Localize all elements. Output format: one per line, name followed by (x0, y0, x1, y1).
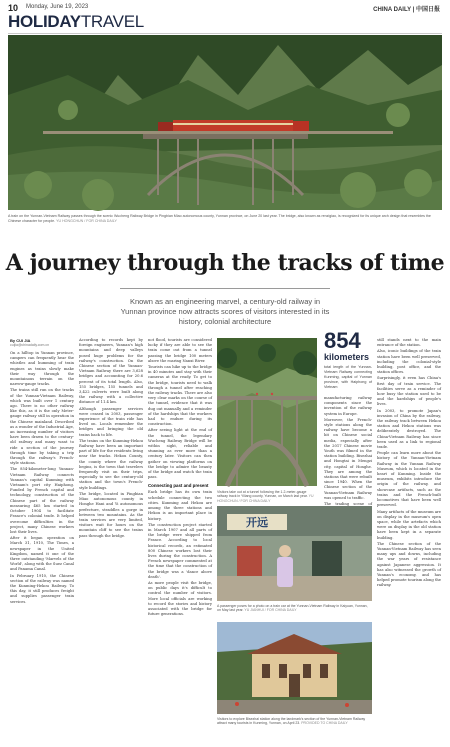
byline-email: cuijia@chinadaily.com.cn (10, 343, 50, 347)
paragraph: still stands next to the main entrance of the station. (377, 338, 441, 348)
paragraph: On a hilltop in Yunnan province, campers can frequently hear the whistles and humming of train engines as trains slowly make their way through the mountainous terrain on the narrow-gauge tracks. (10, 351, 74, 387)
page-number: 10 (8, 3, 19, 13)
building-photo-illustration (217, 622, 372, 714)
article-deck: Known as an engineering marvel, a century-old railway in Yunnan province now attracts scores of visitors interested in its history, colonial architecture (120, 297, 330, 326)
article-column-6 (377, 338, 441, 738)
paragraph: As more people visit the bridge, on public days it's difficult to control the number of visitors. More local officials are working to record the stories and history associated with the bridge for future generations. (148, 580, 212, 617)
headline-rule (120, 288, 330, 289)
paragraph: After it began operation on March 31, 1910, The Times, a newspaper in the United Kingdom, named it one of the three outstanding 'Marvels of the World', along with the Suez Canal and Panama Canal. (10, 536, 74, 572)
paragraph: Tourists can hike up to the bridge in 40 minutes and stay with their cameras at the ready. To get to the bridge, tourists need to walk through a tunnel after reaching the railway tracks. There are also very clear marks on the course of the tunnel, evidence that it was dug out manually and a reminder of the hardships that the workers had to endure during its construction. (148, 365, 212, 427)
paragraph: People can learn more about the history of the Yunnan-Vietnam Railway in the Yunnan Railway Museum, which is located in the heart of Kunming. Inside the museum, exhibits introduce the origin of the railway, and showcase artifacts, such as the trains and the French-built locomotives that have been well preserved. (377, 451, 441, 508)
article-column-1 (10, 338, 74, 738)
bridge-photo-illustration (217, 338, 317, 486)
paragraph: Moreover, the French-style stations along the railway have become a hit on Chinese social media, especially after the 2017 Chinese movie Youth was filmed in the station building. Bisezhai and Hongtai in Mengzi city, capital of Honghe. They are among the stations that were rebuilt since 1940. When the Chinese section of the Yunnan-Vietnam Railway was opened to traffic. (324, 417, 372, 500)
article-column-3 (148, 338, 212, 738)
subhead: Connecting past and present (148, 483, 209, 489)
paragraph: According to records kept by foreign engineers, Yunnan's high mountains and deep valleys posed huge problems for the railway's construction. On the Chinese section of the Yunnan-Vietnam Railway there are 3,628 bridges and accounting for 20.6 percent of its total length. Also, 155 bridges, 155 tunnels and 3,422 culverts were built along the railway with a collective distance of 11.4 km. (79, 338, 143, 405)
paragraph: The trading scene of (324, 502, 372, 507)
bridge-photo-caption: Visitors take out at a tunnel following the 1.2-meter-gauge railway track in Yiliang county, Yunnan, on March last year. YU HONGCHUN / FOR CHINA DAILY (217, 490, 314, 503)
article-headline: A journey through the tracks of time (5, 250, 445, 276)
section-title: HOLIDAYTRAVEL (8, 12, 144, 31)
hero-caption: A train on the Yunnan-Vietnam Railway passes through the scenic Wucheng Railway Bridge in Pingbian Miao autonomous county, Yunnan province, on June 20 last year. The bridge, also known as renzigiao, is recognized for its unique arch design that resembles the Chinese character for people. YU HONGCHUN / FOR CHINA DAILY (8, 214, 431, 223)
building-photo (217, 622, 372, 714)
hero-photo (8, 35, 442, 210)
paragraph: The 854-kilometer-long Yunnan-Vietnam Railway connects Yunnan's capital Kunming with Vietnam's port city Haiphong. Funded by French capital and technology, construction of the Chinese part of the railway measuring 465 km started in October 1904 to facilitate France's colonial trade. It helped overcome difficulties in the project, many Chinese workers lost their lives. (10, 467, 74, 534)
paragraph: Surprisingly, it even has China's first day of train service. The facilities serve as a reminder of how busy the station used to be and the hardships of people's lives. (377, 376, 441, 407)
station-photo-illustration (217, 506, 372, 601)
header-rule (8, 33, 442, 34)
newspaper-brand: CHINA DAILY | 中国日报 (373, 7, 440, 13)
hero-photo-illustration (8, 35, 442, 210)
paragraph: After seeing light at the end of the tunnel, the legendary Wucheng Railway Bridge will be within sight, reliable and stunning as ever more than a century later. Visitors can then gather on viewing platforms on the bridge to admire the beauty of the bridge and watch the train pass. (148, 428, 212, 480)
paragraph: Although passenger services were ceased in 2003, passenger experience of the train ride has lived on. Locals remember the bridges and bringing the old trains back to life. (79, 406, 143, 437)
paragraph: In February 1910, the Chinese section of the railway was named the Kunming-Hekou Railway. To this day, it still produces freight and supplies passenger train services. (10, 573, 74, 604)
article-column-2 (79, 338, 143, 738)
paragraph: Also, iconic buildings of the train station have been well preserved, including the colonial-style building, post office, and the station offices. (377, 349, 441, 375)
stat-unit: kilometers (324, 352, 370, 362)
paragraph: The bridge, located in Pingbian Miao autonomous county in Honghe Hani and Yi autonomous prefecture, straddles a gorge in between two mountains. As the train services are very limited, visitors wait for hours on the mountain cliff to see the trains pass through the bridge. (79, 491, 143, 538)
byline: By CUI JIA (10, 338, 31, 343)
station-sign-text: 开远 (246, 516, 268, 529)
paragraph: The trains on the Kunming-Hekou Railway have been an important part of life for the residents living near the tracks. Hekou County, the county where the railway begins, is the town that travelers frequently visit on their trips, especially to see the century-old station and the town's French-style buildings. (79, 438, 143, 490)
stat-note: total length of the Yunnan-Vietnam Railway connecting Kunming, capital of Yunnan province, with Haiphong of Vietnam (324, 365, 372, 389)
paragraph: Each bridge has its own train schedule connecting the two cities. Kunming and Hekou are among the three stations and Hekou is an important place in history. (148, 490, 212, 521)
paragraph: The trains still run on the tracks of the Yunnan-Vietnam Railway, which was built over 1 century ago. There is no other railway like this, as it is the only Meter-gauge railway still in operation in the Chinese mainland. Described as a wonder of the Industrial Age, an increasing number of visitors have been drawn to the century-old railway and many want to ride a section of the journey through time by taking a trip through the railway's French-style stations. (10, 388, 74, 466)
paragraph: The construction project started in March 1907 and all parts of the bridge were shipped from France. According to local historical records, an estimated 800 Chinese workers lost their lives during the construction. A French newspaper commented at the time that the construction of the bridge was a 'dance above death'. (148, 522, 212, 579)
paragraph: manufacturing railway components since the invention of the railway system in Europe. (324, 396, 372, 416)
building-photo-caption: Visitors to explore Bisezhai station along the landmark's section of the Yunnan-Vietnam Railway attract many tourists in Kunming, Yunnan, on April 23. PROVIDED TO CHINA DAILY (217, 717, 366, 726)
paragraph: In 2003, to promote Japan's invasion of China by the railway, the railway track between Hekou station and Hekou stations was deliberately destroyed. The China-Vietnam Railway has since been used as a link to regional trade. (377, 408, 441, 450)
article-column-4 (324, 330, 372, 530)
paragraph: Many artifacts of the museum are on display in the museum's open space, while the artefacts which were on display in the old station have been kept in a separate building. (377, 509, 441, 540)
stat-number: 854 (324, 328, 361, 353)
issue-date: Monday, June 19, 2023 (26, 4, 89, 10)
bridge-photo (217, 338, 317, 486)
station-photo (217, 506, 372, 601)
station-photo-caption: A passenger poses for a photo on a train car at the Yunnan-Vietnam Railway in Kaiyuan, Yunnan, on May last year. YU JIANHUI / FOR CHINA DAILY (217, 604, 368, 613)
paragraph: not flood, tourists are considered lucky if they are able to see the train come out from a tunnel passing the bridge 100 meters above the roaring Nanxi River. (148, 338, 212, 363)
paragraph: The Chinese section of the Yunnan-Vietnam Railway has seen many ups and downs, including the war years of resistance against Japanese aggression. It has also witnessed the growth of Yunnan's economy, and has helped promote tourism along the railway. (377, 541, 441, 588)
